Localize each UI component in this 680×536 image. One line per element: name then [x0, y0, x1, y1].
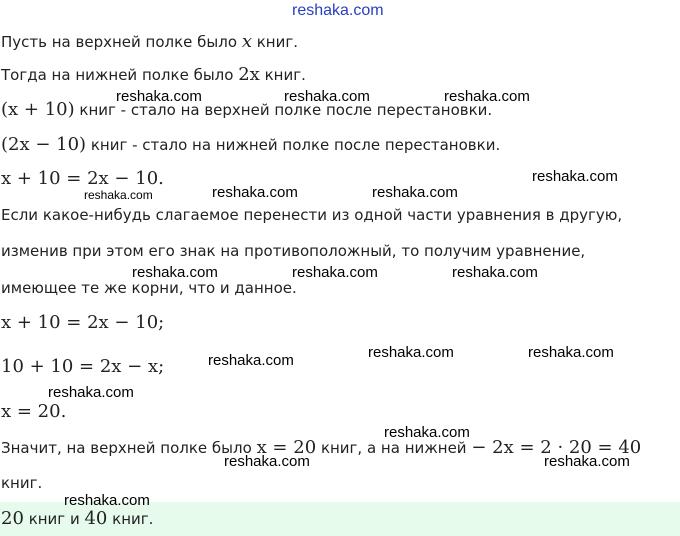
- watermark: reshaka.com: [452, 264, 538, 281]
- watermark: reshaka.com: [372, 184, 458, 201]
- line-13: [1, 474, 42, 492]
- line-13-text: книг.: [1, 474, 43, 492]
- line-7: [1, 242, 585, 260]
- watermark: reshaka.com: [84, 188, 153, 202]
- line-2: [1, 64, 306, 85]
- line-1: [1, 31, 298, 52]
- line-11: [1, 401, 66, 422]
- line-3-math: (x + 10): [1, 99, 75, 120]
- line-5: [1, 168, 164, 189]
- line-2-text2: книг.: [264, 66, 306, 84]
- watermark: reshaka.com: [284, 88, 370, 105]
- line-10: [1, 356, 164, 377]
- watermark: reshaka.com: [368, 344, 454, 361]
- line-4-text: книг - стало на нижней полке после перестановки.: [90, 136, 501, 154]
- watermark: reshaka.com: [132, 264, 218, 281]
- line-2-math: 2x: [238, 64, 260, 85]
- line-12-text: Значит, на верхней полке было: [1, 439, 252, 457]
- watermark: reshaka.com: [544, 453, 630, 470]
- watermark: reshaka.com: [528, 344, 614, 361]
- watermark: reshaka.com: [212, 184, 298, 201]
- watermark: reshaka.com: [444, 88, 530, 105]
- watermark: reshaka.com: [64, 492, 150, 509]
- line-10-math: 10 + 10 = 2x − x;: [1, 356, 165, 377]
- answer-line: [1, 508, 153, 529]
- line-7-text: изменив при этом его знак на противоположный, то получим уравнение,: [1, 242, 586, 260]
- watermark: reshaka.com: [292, 264, 378, 281]
- line-8: [1, 279, 297, 297]
- line-5-math: x + 10 = 2x − 10.: [1, 168, 164, 189]
- line-4-math: (2x − 10): [1, 134, 87, 155]
- line-6-text: Если какое-нибудь слагаемое перенести из одной части уравнения в другую,: [1, 206, 623, 224]
- answer-text1: книг и: [28, 510, 80, 528]
- line-9-math: x + 10 = 2x − 10;: [1, 312, 165, 333]
- line-1-text2: книг.: [256, 33, 299, 51]
- line-11-math: x = 20.: [1, 401, 67, 422]
- line-3: [1, 99, 492, 120]
- watermark: reshaka.com: [224, 453, 310, 470]
- watermark-top: reshaka.com: [292, 2, 384, 19]
- line-3-text: книг - стало на верхней полке после перестановки.: [79, 101, 493, 119]
- line-1-math: x: [241, 31, 252, 52]
- answer-text2: книг.: [112, 510, 154, 528]
- line-2-text: Тогда на нижней полке было: [1, 66, 234, 84]
- line-12-math2: − 2x = 2 · 20 = 40: [471, 437, 642, 458]
- line-6: [1, 206, 622, 224]
- line-12-math: x = 20: [256, 437, 317, 458]
- line-1-text: Пусть на верхней полке было: [1, 33, 238, 51]
- watermark: reshaka.com: [384, 424, 470, 441]
- line-4: [1, 134, 500, 155]
- line-9: [1, 312, 164, 333]
- watermark: reshaka.com: [48, 384, 134, 401]
- answer-n1: 20: [1, 508, 24, 529]
- watermark: reshaka.com: [116, 88, 202, 105]
- line-8-text: имеющее те же корни, что и данное.: [1, 279, 297, 297]
- watermark: reshaka.com: [208, 352, 294, 369]
- answer-n2: 40: [84, 508, 108, 529]
- watermark: reshaka.com: [532, 168, 618, 185]
- line-12-text2: книг, а на нижней: [320, 439, 467, 457]
